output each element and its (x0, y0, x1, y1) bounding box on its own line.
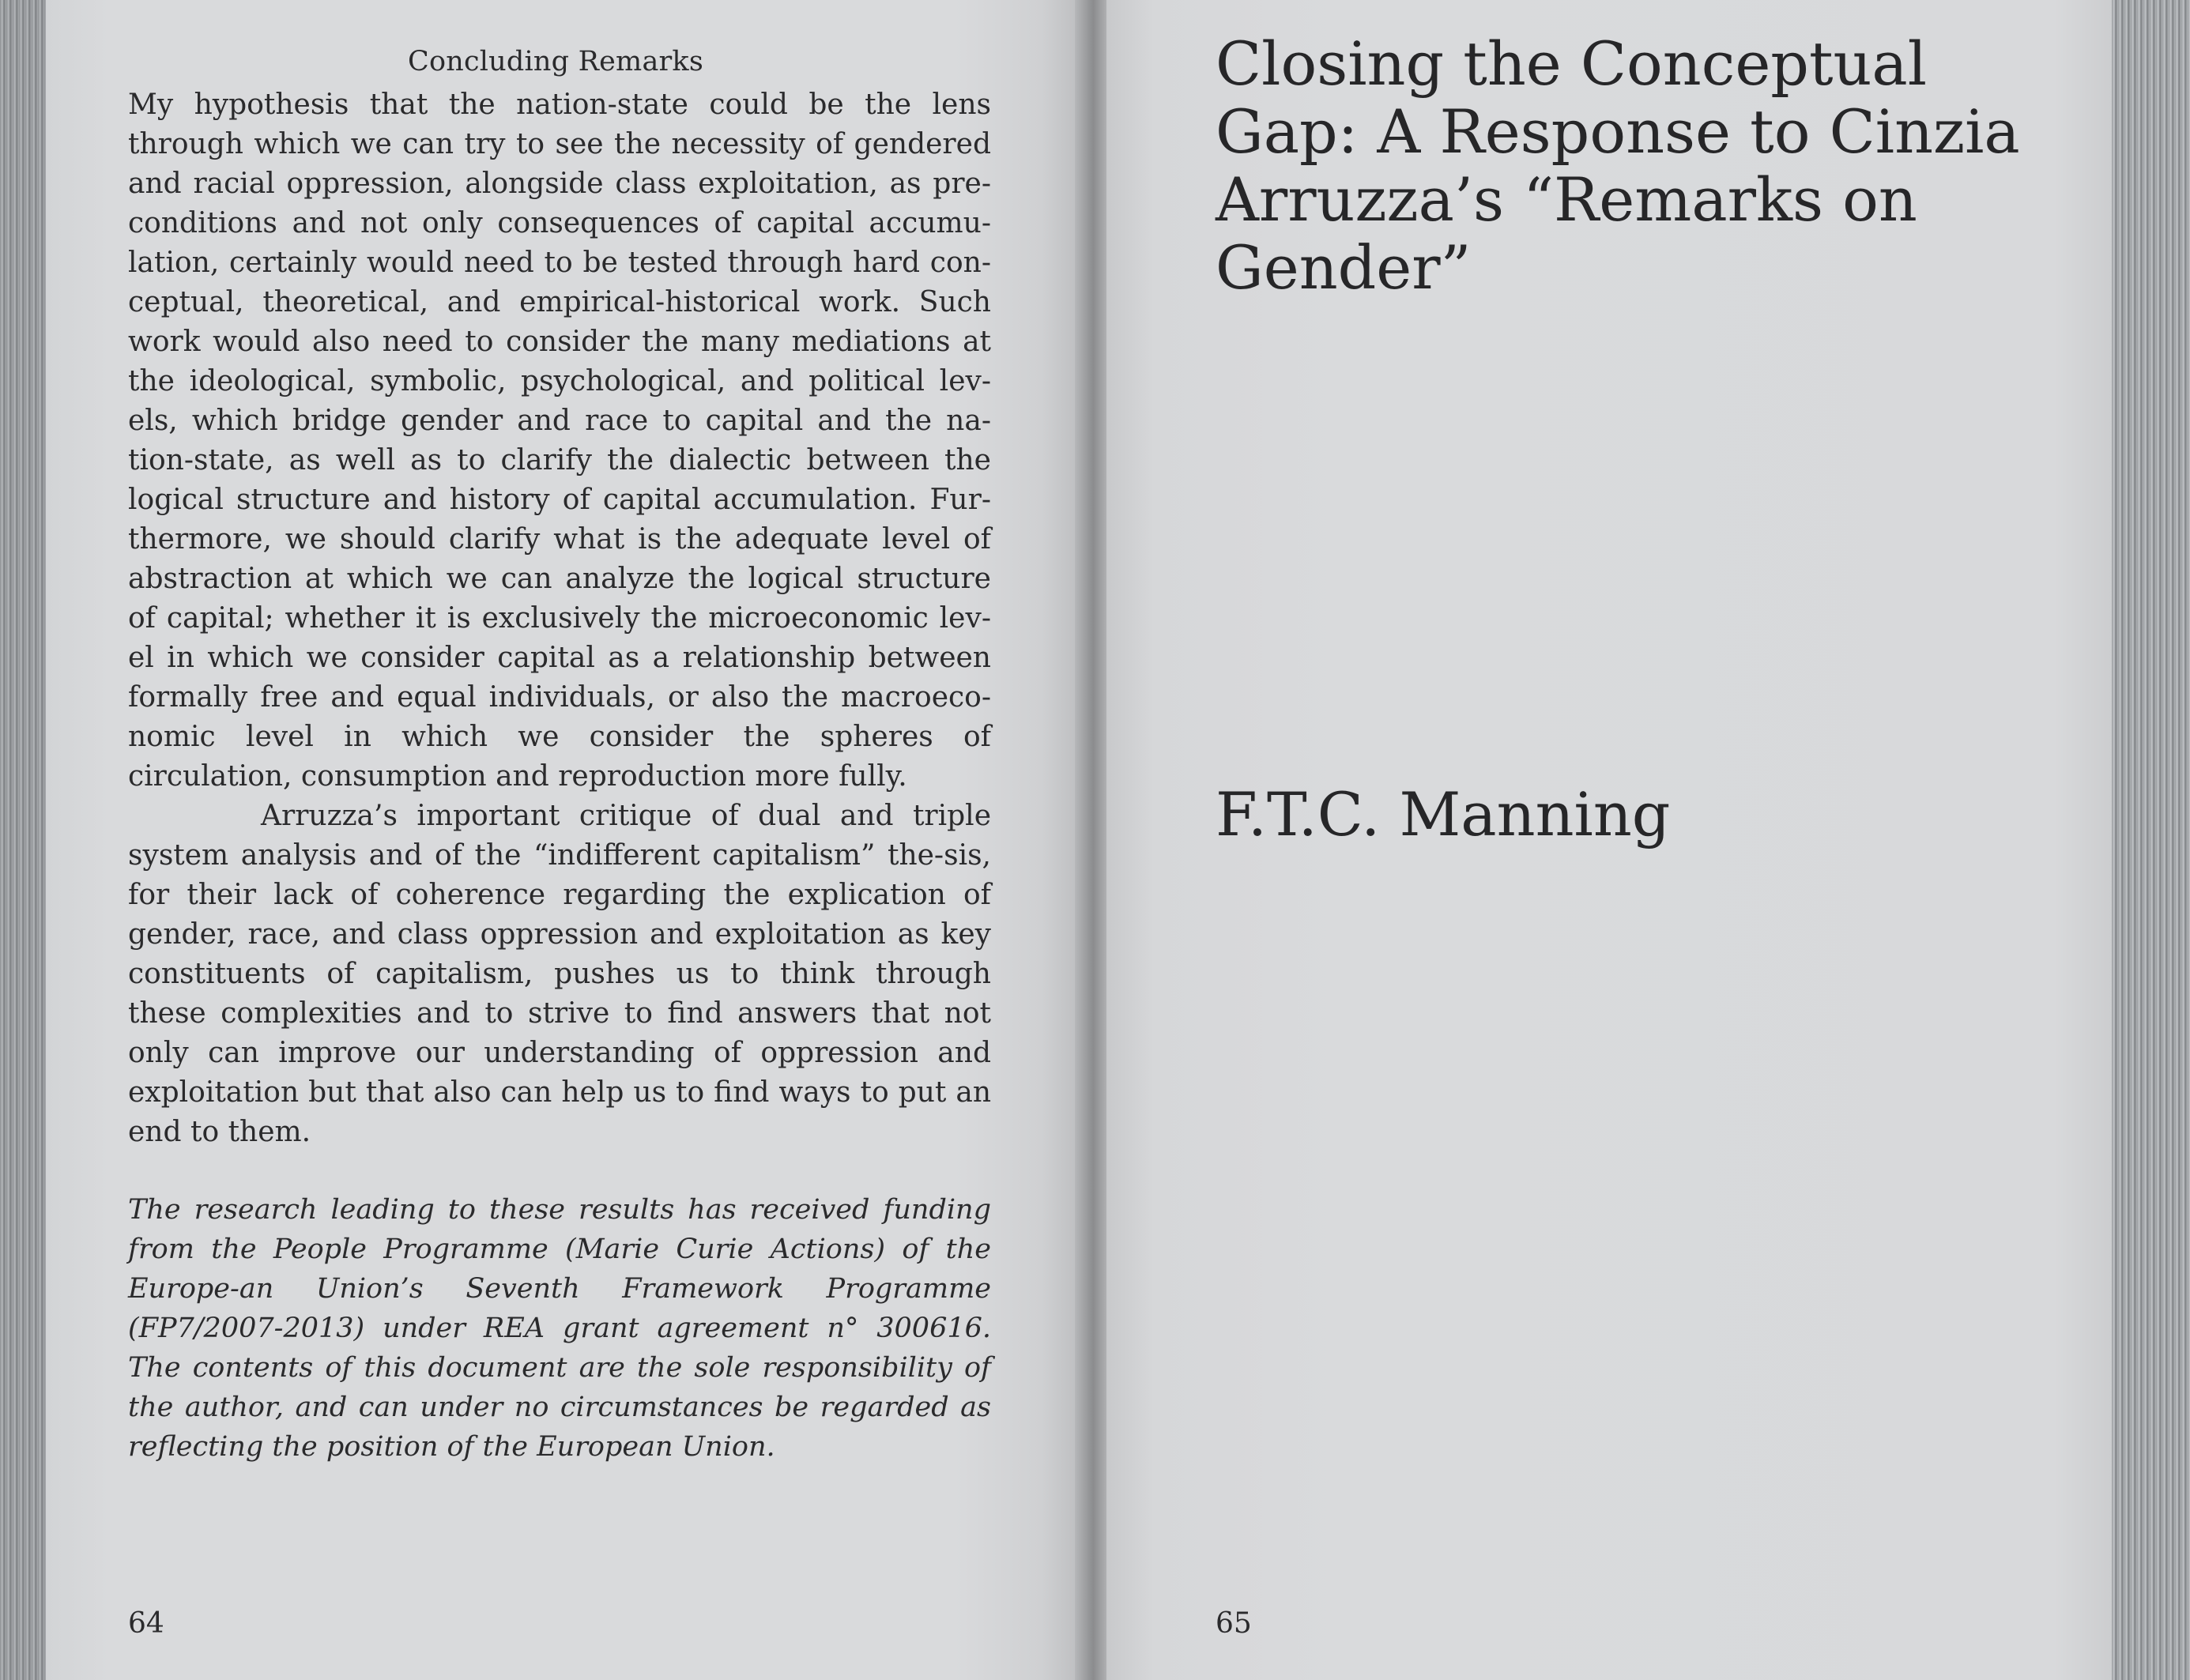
right-page-edges (2112, 0, 2190, 1680)
funding-note: The research leading to these results has received funding from the People Programme (Marie Curie Actions) of the Europe-an Union’s Seventh Framework Programme (FP7/2007-2013) under REA grant agreement n° 300616. The contents of this document are the sole responsibility of the author, and can under no circumstances be regarded as reflecting the position of the European Union. (128, 1194, 991, 1463)
chapter-author: F.T.C. Manning (1216, 779, 1671, 849)
paragraph: My hypothesis that the nation-state could be the lens through which we can try to see the necessity of gendered and racial oppression, alongside class exploitation, as pre-conditions and not only consequences of capital accumu-lation, certainly would need to be tested through hard con-ceptual, theoretical, and empirical-historical work. Such work would also need to consider the many mediations at the ideological, symbolic, psychological, and political lev-els, which bridge gender and race to capital and the na-tion-state, as well as to clarify the dialectic between the logical structure and history of capital accumulation. Fur-thermore, we should clarify what is the adequate level of abstraction at which we can analyze the logical structure of capital; whether it is exclusively the microeconomic lev-el in which we consider capital as a relationship between formally free and equal individuals, or also the macroeco-nomic level in which we consider the spheres of circulation, consumption and reproduction more fully. (128, 89, 991, 793)
left-page (46, 0, 1089, 1680)
right-page (1106, 0, 2112, 1680)
body-text (128, 85, 991, 1152)
paragraph: Arruzza’s important critique of dual and triple system analysis and of the “indifferent capitalism” the-sis, for their lack of coherence regarding the explication of gender, race, and class oppression and exploitation as key constituents of capitalism, pushes us to think through these complexities and to strive to find answers that not only can improve our understanding of oppression and exploitation but that also can help us to find ways to put an end to them. (128, 800, 991, 1148)
page-number-left: 64 (128, 1607, 164, 1640)
running-head: Concluding Remarks (407, 46, 704, 77)
page-number-right: 65 (1216, 1607, 1252, 1640)
left-page-edges (0, 0, 46, 1680)
chapter-title: Closing the Conceptual Gap: A Response to Cinzia Arruzza’s “Remarks on Gender” (1216, 28, 2020, 303)
